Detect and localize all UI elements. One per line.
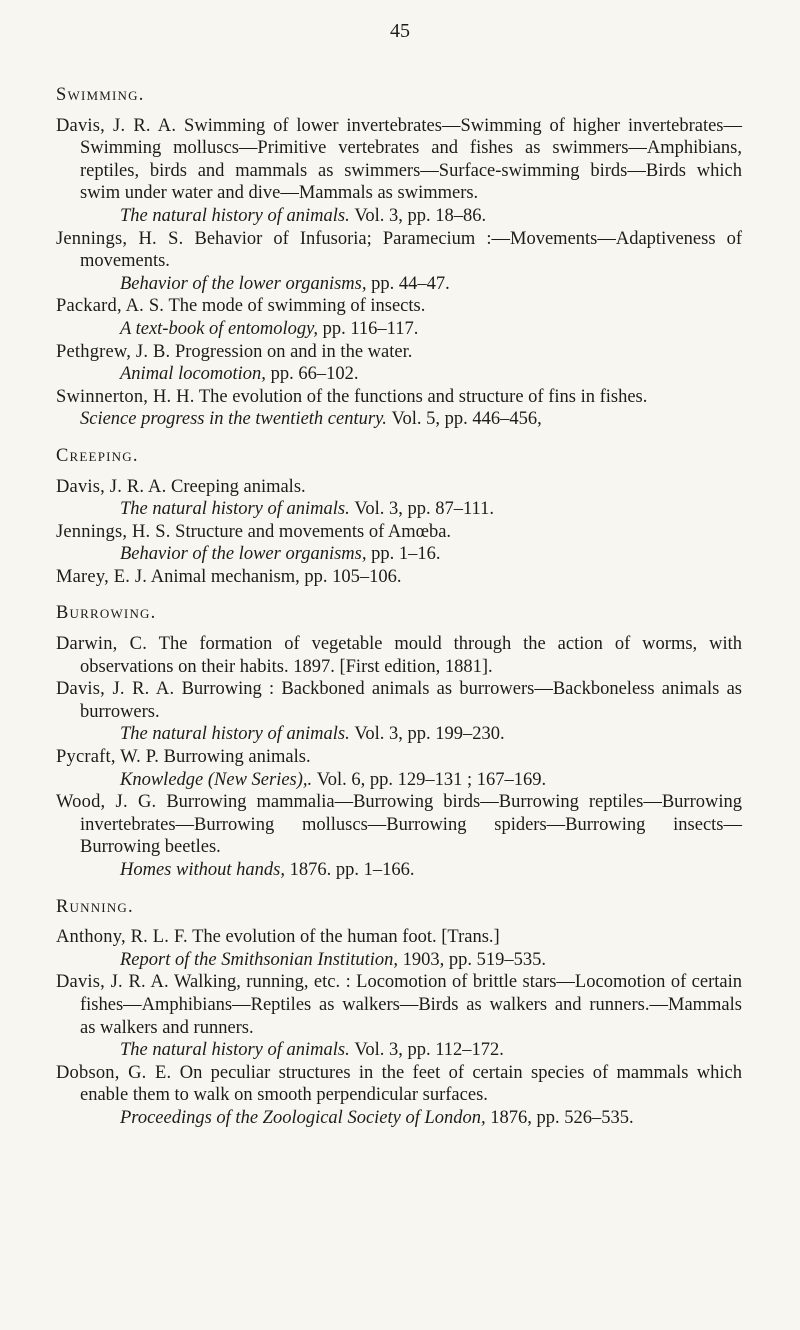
- bibliography-entry: [56, 1062, 742, 1130]
- bibliography-entry: [56, 678, 742, 746]
- entry-text: Walking, running, etc. : Locomotion of brittle stars—Locomotion of certain fishes—Amphibians—Reptiles as walkers—Birds as walkers and runners.—Mammals as walkers and runners.: [80, 972, 742, 1038]
- entry-source-detail: Vol. 3, pp. 18–86.: [354, 205, 487, 226]
- entry-source-detail: 1876. pp. 1–166.: [289, 860, 415, 880]
- bibliography-entry: [56, 633, 742, 678]
- entry-author: Dobson, G. E.: [56, 1062, 172, 1083]
- entry-source-title: The natural history of animals.: [120, 724, 350, 745]
- entry-source-title: Report of the Smithsonian Institution,: [120, 949, 399, 970]
- entry-text: Creeping animals.: [171, 476, 306, 497]
- entry-author: Packard, A. S.: [56, 296, 165, 317]
- section-title-creeping: Creeping.: [56, 445, 139, 466]
- entry-source-detail: pp. 116–117.: [322, 318, 419, 339]
- section-title-swimming: Swimming.: [56, 85, 145, 105]
- section-title-burrowing: Burrowing.: [56, 603, 157, 624]
- entry-text: Structure and movements of Amœba.: [175, 521, 452, 542]
- entry-author: Jennings, H. S.: [56, 521, 171, 542]
- entry-author: Jennings, H. S.: [56, 228, 184, 249]
- entry-source-detail: pp. 1–16.: [371, 544, 441, 565]
- entry-text: Behavior of Infusoria; Paramecium :—Movements—Adaptiveness of movements.: [80, 228, 743, 272]
- bibliography-entry: [56, 791, 742, 881]
- entry-author: Marey, E. J.: [56, 566, 148, 587]
- entry-source-detail: 1876, pp. 526–535.: [490, 1107, 634, 1128]
- section-title-running: Running.: [56, 896, 134, 917]
- entry-text: Burrowing : Backboned animals as burrowers—Backboneless animals as burrowers.: [80, 679, 743, 722]
- entry-author: Davis, J. R. A.: [56, 115, 177, 136]
- entry-author: Pycraft, W. P.: [56, 747, 160, 768]
- bibliography: [56, 84, 742, 1130]
- entry-source-title: Science progress in the twentieth century.: [80, 409, 387, 430]
- entry-source-detail: pp. 66–102.: [270, 364, 359, 385]
- entry-text: The evolution of the human foot. [Trans.]: [192, 927, 500, 948]
- entry-source-title: The natural history of animals.: [120, 1040, 350, 1061]
- entry-source-title: The natural history of animals.: [120, 205, 350, 226]
- page-number: 45: [390, 20, 410, 42]
- entry-author: Swinnerton, H. H.: [56, 386, 195, 407]
- entry-text: The evolution of the functions and structure of fins in fishes.: [198, 386, 648, 407]
- entry-source-title: Homes without hands,: [120, 860, 285, 880]
- bibliography-entry: [56, 476, 742, 521]
- bibliography-entry: [56, 228, 742, 296]
- bibliography-entry: [56, 295, 742, 340]
- bibliography-entry: [56, 566, 742, 589]
- entry-source-title: The natural history of animals.: [120, 499, 350, 520]
- entry-source-title: A text-book of entomology,: [120, 318, 318, 339]
- entry-text: Burrowing animals.: [163, 747, 311, 768]
- entry-source-title: Behavior of the lower organisms,: [120, 273, 367, 294]
- entry-author: Davis, J. R. A.: [56, 679, 175, 700]
- entry-source-detail: Vol. 6, pp. 129–131 ; 167–169.: [316, 769, 547, 790]
- entry-author: Wood, J. G.: [56, 792, 157, 813]
- entry-source-title: Knowledge (New Series),.: [120, 769, 313, 790]
- entry-author: Davis, J. R. A.: [56, 972, 169, 993]
- entry-source-detail: Vol. 3, pp. 87–111.: [354, 499, 494, 520]
- bibliography-entry: [56, 926, 742, 971]
- entry-text: Animal mechanism, pp. 105–106.: [150, 566, 402, 587]
- bibliography-entry: [56, 746, 742, 791]
- entry-source-detail: 1903, pp. 519–535.: [402, 949, 547, 970]
- bibliography-entry: [56, 341, 742, 386]
- entry-text: The formation of vegetable mould through the action of worms, with observations on their habits. 1897. [First edition, 1881].: [80, 634, 742, 677]
- entry-source-title: Behavior of the lower organisms,: [120, 544, 367, 565]
- bibliography-entry: [56, 521, 742, 566]
- bibliography-entry: [56, 115, 742, 228]
- entry-author: Pethgrew, J. B.: [56, 341, 171, 362]
- entry-text: Swimming of lower invertebrates—Swimming of higher invertebrates—Swimming molluscs—Primitive vertebrates and fishes as swimmers—Amphibians, reptiles, birds and mammals as swimmers—Surface-swimming birds—Birds which swim under water and dive—Mammals as swimmers.: [80, 115, 742, 204]
- entry-text: Burrowing mammalia—Burrowing birds—Burrowing reptiles—Burrowing invertebrates—Burrowing molluscs—Burrowing spiders—Burrowing insects—Burrowing beetles.: [80, 792, 742, 858]
- entry-source-title: Proceedings of the Zoological Society of London,: [120, 1107, 486, 1128]
- entry-source-title: Animal locomotion,: [120, 364, 266, 385]
- entry-text: The mode of swimming of insects.: [168, 296, 426, 317]
- entry-author: Darwin, C.: [56, 634, 148, 655]
- bibliography-entry: [56, 971, 742, 1061]
- entry-text: On peculiar structures in the feet of certain species of mammals which enable them to walk on smooth perpendicular surfaces.: [80, 1062, 743, 1106]
- entry-author: Davis, J. R. A.: [56, 476, 167, 497]
- entry-source-detail: Vol. 5, pp. 446–456,: [391, 409, 542, 430]
- entry-author: Anthony, R. L. F.: [56, 927, 188, 948]
- entry-source-detail: Vol. 3, pp. 199–230.: [354, 724, 505, 745]
- entry-text: Progression on and in the water.: [174, 341, 413, 362]
- bibliography-entry: [56, 386, 742, 431]
- entry-source-detail: Vol. 3, pp. 112–172.: [354, 1040, 504, 1061]
- entry-source-detail: pp. 44–47.: [371, 273, 450, 294]
